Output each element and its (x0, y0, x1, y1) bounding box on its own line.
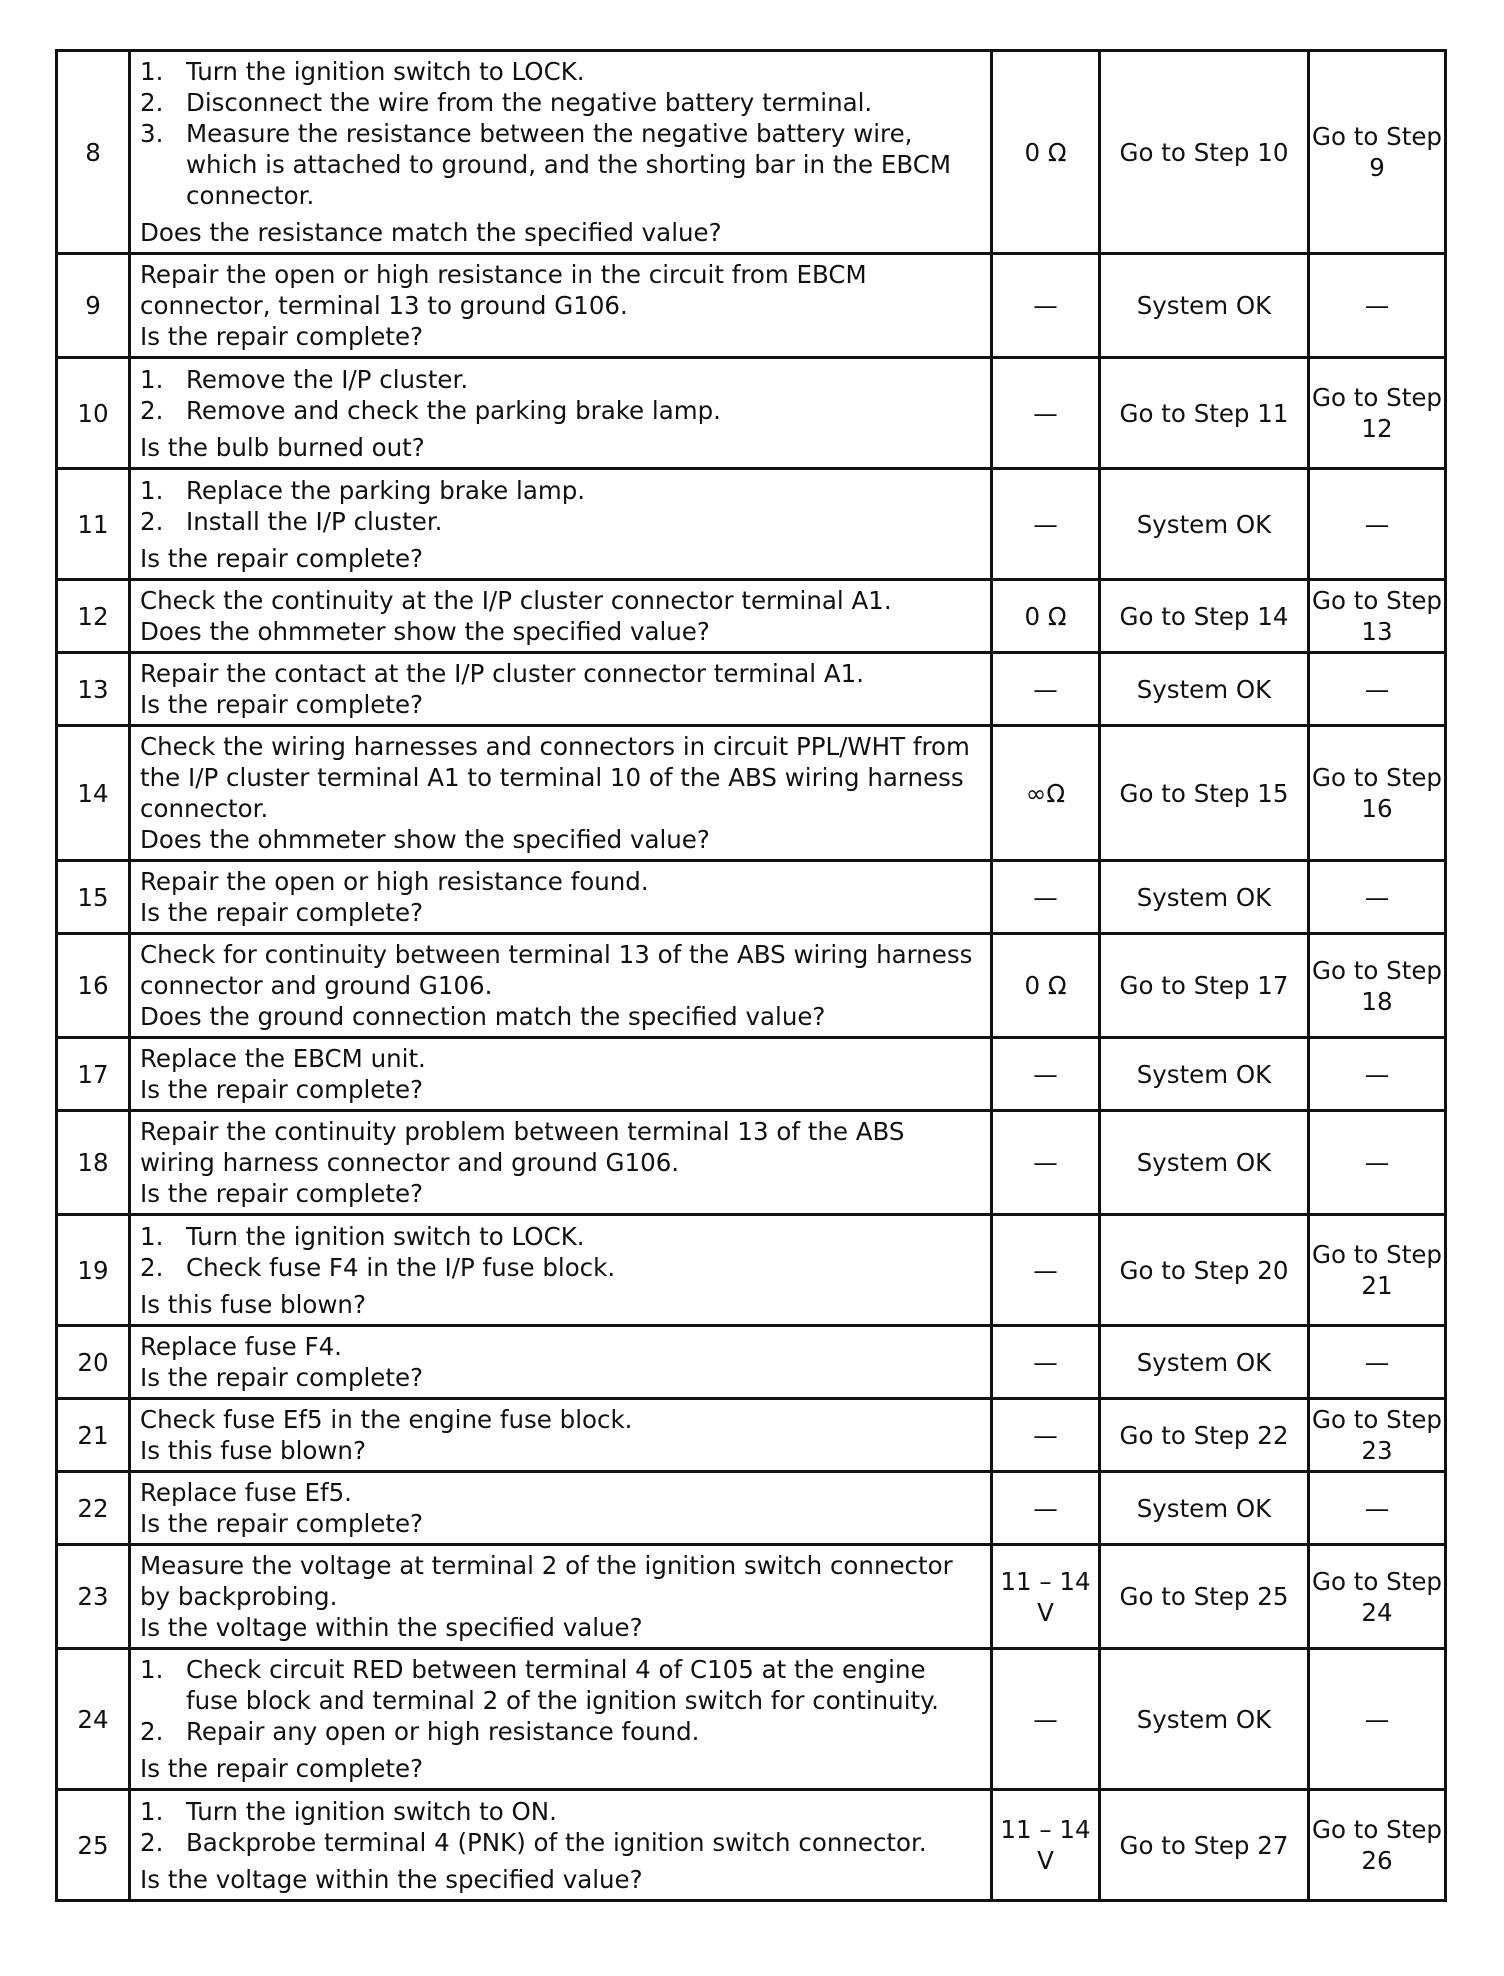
yes-cell: Go to Step 22 (1100, 1399, 1309, 1472)
no-cell: Go to Step 16 (1309, 726, 1446, 861)
yes-cell: System OK (1100, 1111, 1309, 1215)
value-cell: — (992, 1326, 1100, 1399)
table-row (57, 1545, 1446, 1649)
action-cell (130, 1038, 992, 1111)
step-number: 10 (57, 358, 130, 469)
action-cell (130, 580, 992, 653)
action-text: Repair the open or high resistance in the circuit from EBCM connector, terminal 13 to ground G106. (140, 260, 867, 320)
value-cell: 11 – 14 V (992, 1790, 1100, 1901)
no-cell: — (1309, 1472, 1446, 1545)
action-text: Is the repair complete? (140, 1363, 424, 1392)
value-cell: 0 Ω (992, 934, 1100, 1038)
table-row (57, 1215, 1446, 1326)
yes-cell: Go to Step 25 (1100, 1545, 1309, 1649)
question-text: Is the repair complete? (140, 543, 424, 573)
numbered-step-text: Turn the ignition switch to ON. (186, 1796, 557, 1826)
no-cell: — (1309, 254, 1446, 358)
numbered-step: 1. Turn the ignition switch to LOCK. (140, 56, 984, 87)
action-text: Check fuse Ef5 in the engine fuse block. (140, 1405, 633, 1434)
action-text: Replace fuse Ef5. (140, 1478, 352, 1507)
action-text: Is the repair complete? (140, 1075, 424, 1104)
step-number: 11 (57, 469, 130, 580)
yes-cell: System OK (1100, 469, 1309, 580)
action-text: Replace the EBCM unit. (140, 1044, 426, 1073)
step-number: 13 (57, 653, 130, 726)
no-cell: Go to Step 26 (1309, 1790, 1446, 1901)
no-cell: — (1309, 1111, 1446, 1215)
numbered-step: 2. Backprobe terminal 4 (PNK) of the ignition switch connector. (140, 1827, 984, 1858)
numbered-step: 1. Turn the ignition switch to ON. (140, 1796, 984, 1827)
table-row (57, 580, 1446, 653)
numbered-step: 2. Check fuse F4 in the I/P fuse block. (140, 1252, 984, 1283)
value-cell: — (992, 1472, 1100, 1545)
value-cell: ∞Ω (992, 726, 1100, 861)
table-row (57, 1111, 1446, 1215)
step-number: 20 (57, 1326, 130, 1399)
yes-cell: Go to Step 14 (1100, 580, 1309, 653)
numbered-step-text: Check fuse F4 in the I/P fuse block. (186, 1252, 616, 1282)
action-text: Is the repair complete? (140, 1509, 424, 1538)
action-text: Is the repair complete? (140, 898, 424, 927)
action-cell (130, 1649, 992, 1790)
action-text: Measure the voltage at terminal 2 of the ignition switch connector by backprobing. (140, 1551, 953, 1611)
question-text: Is this fuse blown? (140, 1289, 366, 1319)
value-cell: 0 Ω (992, 51, 1100, 254)
no-cell: — (1309, 1326, 1446, 1399)
yes-cell: Go to Step 11 (1100, 358, 1309, 469)
step-number: 8 (57, 51, 130, 254)
table-row (57, 653, 1446, 726)
action-text: Is the repair complete? (140, 690, 424, 719)
no-cell: Go to Step 23 (1309, 1399, 1446, 1472)
action-cell (130, 1326, 992, 1399)
action-text: Does the ohmmeter show the specified value? (140, 617, 710, 646)
action-cell (130, 254, 992, 358)
action-text: Repair the contact at the I/P cluster connector terminal A1. (140, 659, 865, 688)
numbered-step: 1. Replace the parking brake lamp. (140, 475, 984, 506)
question-text: Is the voltage within the specified value? (140, 1864, 643, 1894)
action-cell (130, 1545, 992, 1649)
no-cell: Go to Step 13 (1309, 580, 1446, 653)
numbered-step-text: Check circuit RED between terminal 4 of C105 at the engine fuse block and terminal 2 of the ignition switch for continuity. (186, 1655, 939, 1715)
numbered-step: 2. Repair any open or high resistance found. (140, 1716, 984, 1747)
table-row (57, 861, 1446, 934)
question-text: Does the resistance match the specified value? (140, 218, 722, 247)
numbered-step-text: Backprobe terminal 4 (PNK) of the ignition switch connector. (186, 1827, 927, 1857)
action-cell (130, 1111, 992, 1215)
no-cell: Go to Step 24 (1309, 1545, 1446, 1649)
yes-cell: System OK (1100, 1649, 1309, 1790)
action-cell (130, 726, 992, 861)
numbered-step: 1. Remove the I/P cluster. (140, 364, 984, 395)
step-number: 16 (57, 934, 130, 1038)
table-row (57, 469, 1446, 580)
table-row (57, 254, 1446, 358)
action-cell (130, 1472, 992, 1545)
action-text: Check the wiring harnesses and connectors in circuit PPL/WHT from the I/P cluster terminal A1 to terminal 10 of the ABS wiring harness connector. (140, 732, 970, 823)
action-text: Does the ohmmeter show the specified value? (140, 825, 710, 854)
value-cell: — (992, 1215, 1100, 1326)
yes-cell: System OK (1100, 1326, 1309, 1399)
table-row (57, 726, 1446, 861)
action-cell (130, 653, 992, 726)
diagnostic-table (55, 49, 1447, 1902)
step-number: 14 (57, 726, 130, 861)
value-cell: — (992, 861, 1100, 934)
no-cell: — (1309, 861, 1446, 934)
step-number: 18 (57, 1111, 130, 1215)
step-number: 23 (57, 1545, 130, 1649)
numbered-step: 2. Disconnect the wire from the negative battery terminal. (140, 87, 984, 118)
numbered-step-text: Turn the ignition switch to LOCK. (186, 57, 585, 86)
numbered-step-text: Remove the I/P cluster. (186, 364, 469, 394)
step-number: 25 (57, 1790, 130, 1901)
no-cell: — (1309, 1038, 1446, 1111)
yes-cell: System OK (1100, 653, 1309, 726)
yes-cell: Go to Step 10 (1100, 51, 1309, 254)
action-cell (130, 1790, 992, 1901)
no-cell: — (1309, 653, 1446, 726)
numbered-step-text: Turn the ignition switch to LOCK. (186, 1221, 585, 1251)
step-number: 17 (57, 1038, 130, 1111)
diagnostic-table-body (57, 51, 1446, 1901)
yes-cell: System OK (1100, 254, 1309, 358)
step-number: 22 (57, 1472, 130, 1545)
numbered-step: 2. Remove and check the parking brake lamp. (140, 395, 984, 426)
step-number: 15 (57, 861, 130, 934)
yes-cell: Go to Step 17 (1100, 934, 1309, 1038)
action-cell (130, 934, 992, 1038)
action-text: Does the ground connection match the specified value? (140, 1002, 826, 1031)
yes-cell: Go to Step 15 (1100, 726, 1309, 861)
step-number: 9 (57, 254, 130, 358)
step-number: 12 (57, 580, 130, 653)
action-text: Replace fuse F4. (140, 1332, 342, 1361)
action-cell (130, 51, 992, 254)
numbered-step-text: Remove and check the parking brake lamp. (186, 395, 721, 425)
action-text: Repair the open or high resistance found. (140, 867, 649, 896)
numbered-step: 3. Measure the resistance between the negative battery wire, which is attached to ground, and the shorting bar in the EBCM connector. (140, 118, 984, 211)
table-row (57, 51, 1446, 254)
table-row (57, 1649, 1446, 1790)
no-cell: Go to Step 18 (1309, 934, 1446, 1038)
action-cell (130, 861, 992, 934)
value-cell: 0 Ω (992, 580, 1100, 653)
numbered-step: 2. Install the I/P cluster. (140, 506, 984, 537)
step-number: 19 (57, 1215, 130, 1326)
action-cell (130, 1215, 992, 1326)
value-cell: — (992, 1399, 1100, 1472)
action-cell (130, 469, 992, 580)
no-cell: — (1309, 469, 1446, 580)
step-number: 21 (57, 1399, 130, 1472)
action-text: Repair the continuity problem between terminal 13 of the ABS wiring harness connector and ground G106. (140, 1117, 905, 1177)
action-text: Is the voltage within the specified value? (140, 1613, 643, 1642)
question-text: Is the repair complete? (140, 1754, 424, 1783)
table-row (57, 1326, 1446, 1399)
no-cell: Go to Step 9 (1309, 51, 1446, 254)
step-number: 24 (57, 1649, 130, 1790)
numbered-step-text: Repair any open or high resistance found. (186, 1717, 700, 1746)
action-text: Is this fuse blown? (140, 1436, 366, 1465)
value-cell: — (992, 358, 1100, 469)
action-text: Is the repair complete? (140, 322, 424, 351)
action-cell (130, 1399, 992, 1472)
yes-cell: Go to Step 20 (1100, 1215, 1309, 1326)
yes-cell: Go to Step 27 (1100, 1790, 1309, 1901)
value-cell: — (992, 254, 1100, 358)
table-row (57, 1472, 1446, 1545)
yes-cell: System OK (1100, 861, 1309, 934)
no-cell: — (1309, 1649, 1446, 1790)
yes-cell: System OK (1100, 1472, 1309, 1545)
table-row (57, 1790, 1446, 1901)
value-cell: — (992, 1111, 1100, 1215)
numbered-step-text: Replace the parking brake lamp. (186, 475, 586, 505)
numbered-step-text: Install the I/P cluster. (186, 506, 443, 536)
value-cell: — (992, 469, 1100, 580)
table-row (57, 1399, 1446, 1472)
value-cell: — (992, 653, 1100, 726)
question-text: Is the bulb burned out? (140, 432, 425, 462)
numbered-step-text: Measure the resistance between the negative battery wire, which is attached to ground, and the shorting bar in the EBCM connector. (186, 119, 951, 210)
action-cell (130, 358, 992, 469)
value-cell: — (992, 1038, 1100, 1111)
table-row (57, 934, 1446, 1038)
action-text: Check the continuity at the I/P cluster connector terminal A1. (140, 586, 892, 615)
no-cell: Go to Step 12 (1309, 358, 1446, 469)
numbered-step-text: Disconnect the wire from the negative battery terminal. (186, 88, 873, 117)
yes-cell: System OK (1100, 1038, 1309, 1111)
table-row (57, 358, 1446, 469)
no-cell: Go to Step 21 (1309, 1215, 1446, 1326)
action-text: Check for continuity between terminal 13 of the ABS wiring harness connector and ground G106. (140, 940, 973, 1000)
value-cell: — (992, 1649, 1100, 1790)
table-row (57, 1038, 1446, 1111)
numbered-step: 1. Turn the ignition switch to LOCK. (140, 1221, 984, 1252)
numbered-step: 1. Check circuit RED between terminal 4 of C105 at the engine fuse block and terminal 2 of the ignition switch for continuity. (140, 1654, 984, 1716)
action-text: Is the repair complete? (140, 1179, 424, 1208)
value-cell: 11 – 14 V (992, 1545, 1100, 1649)
